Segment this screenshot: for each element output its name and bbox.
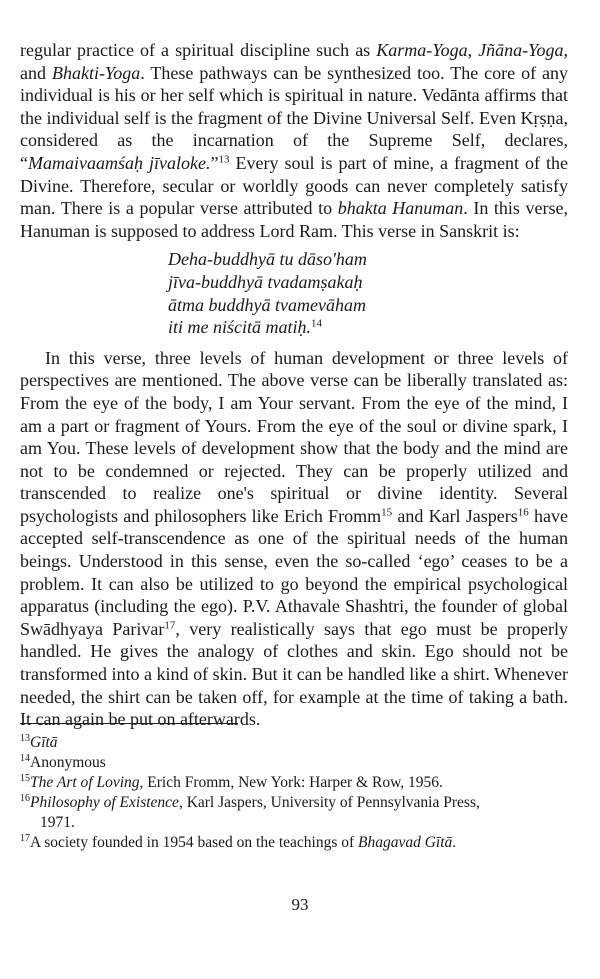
footnote-14: $^{14}$Anonymous [20,753,106,771]
term-jnana-yoga: Jñāna-Yoga [478,40,564,60]
verse-line-4: iti me niścitā matiḥ.$^{14}$ [168,317,322,338]
footnote-13: $^{13}$Gītā [20,733,58,751]
footnote-ref-14: 14 [311,317,322,330]
footnote-ref-15: 15 [381,506,393,519]
term-bhakti-yoga: Bhakti-Yoga [51,62,141,83]
footnote-ref-17: 17 [164,619,176,632]
body-text [20,39,568,731]
page-number: 93 [291,895,309,914]
footnote-ref-16: 16 [517,506,529,519]
footnote-divider [20,723,238,724]
footnote-17: $^{17}$A society founded in 1954 based on the teachings of Bhagavad Gītā. [20,833,457,851]
verse-line-3: ātma buddhyā tvamevāham [168,294,366,315]
footnote-15: $^{15}$The Art of Loving, Erich Fromm, New York: Harper & Row, 1956. [20,773,443,791]
term-bhakta-hanuman: bhakta Hanuman [337,198,464,219]
paragraph-2: In this verse, three levels of human development or three levels of perspectives are mentioned. The above verse can be liberally translated as: From the eye of the body, I am Your servant. From the eye of the mind, I am a part or fragment of Yours. From the eye of the soul or divine spark, I am You. These levels of development show that the body and the mind are not to be condemned or rejected. They can be properly utilized and transcended to realize one's spiritual or divine identity. Several psychologists and philosophers like Erich Fromm$^{15}$ and Karl Jaspers$^{16}$ have accepted self-transcendence as one of the spiritual needs of the human beings. Understood in this sense, even the so-called ‘ego’ ceases to be a problem. It can also be utilized to go beyond the empirical psychological apparatus (including the ego). P.V. Athavale Shashtri, the founder of global Swādhyaya Parivar$^{17}$, very realistically says that ego must be properly handled. He gives the analogy of clothes and skin. Ego should not be transformed into a kind of skin. But it can be handled like a shirt. Whenever needed, the shirt can be taken off, for example at the time of taking a bath. It can again be put on afterwards. [20,347,568,730]
paragraph-1: regular practice of a spiritual discipline such as Karma-Yoga, Jñāna-Yoga, and Bhakti-Yoga. These pathways can be synthesized too. The core of any individual is his or her self which is spiritual in nature. Vedānta affirms that the individual self is the fragment of the Divine Universal Self. Even Kṛṣṇa, considered as the incarnation of the Supreme Self, declares, “Mamaivaamśaḥ jīvaloke.”$^{13}$ Every soul is part of mine, a fragment of the Divine. Therefore, secular or worldly goods can never completely satisfy man. There is a popular verse attributed to bhakta Hanuman. In this verse, Hanuman is supposed to address Lord Ram. This verse in Sanskrit is: [20,40,569,241]
verse-line-1: Deha-buddhyā tu dāso'ham [168,249,367,270]
footnote-ref-13: 13 [218,153,230,166]
term-karma-yoga: Karma-Yoga [376,40,468,60]
footnotes [20,733,568,853]
sanskrit-verse [168,248,568,338]
quote-mamaivaamsah: Mamaivaamśaḥ jīvaloke. [28,152,211,173]
footnote-16: $^{16}$Philosophy of Existence, Karl Jaspers, University of Pennsylvania Press, 1971. [20,793,480,831]
verse-line-2: jīva-buddhyā tvadamṣakaḥ [168,271,363,292]
